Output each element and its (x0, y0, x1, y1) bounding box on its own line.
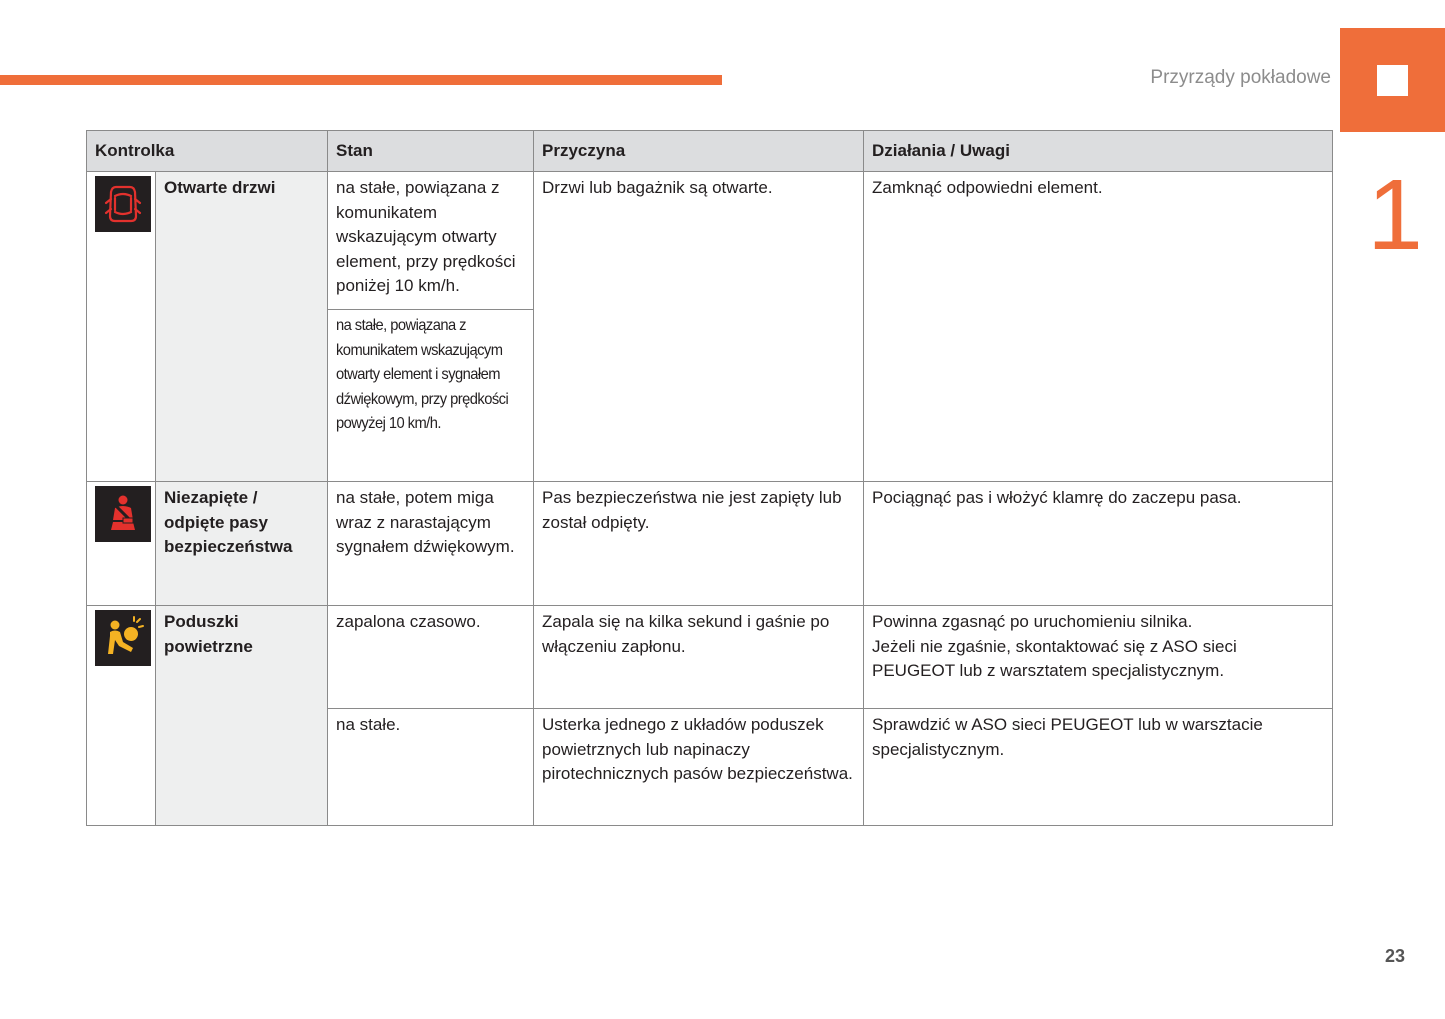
header-state: Stan (328, 131, 534, 172)
row-action-line: Jeżeli nie zgaśnie, skontaktować się z ASO sieci PEUGEOT lub z warsztatem specjalistycznym. (872, 636, 1237, 680)
row-action (864, 606, 1333, 709)
seatbelt-icon (95, 486, 151, 542)
door-open-icon (95, 176, 151, 232)
row-state-text: na stałe, powiązana z komunikatem wskazującym otwarty element i sygnałem dźwiękowym, przy prędkości powyżej 10 km/h. (336, 317, 509, 432)
row-state: na stałe, potem miga wraz z narastającym sygnałem dźwiękowym. (328, 482, 534, 606)
section-title: Przyrządy pokładowe (1150, 67, 1331, 88)
row-cause: Pas bezpieczeństwa nie jest zapięty lub został odpięty. (534, 482, 864, 606)
page-number: 23 (1384, 946, 1405, 966)
warning-lights-table (86, 130, 1333, 826)
table-header-row (87, 131, 1333, 172)
airbag-icon (95, 610, 151, 666)
chapter-number: 1 (1367, 159, 1423, 271)
row-action: Zamknąć odpowiedni element. (864, 172, 1333, 482)
icon-cell (87, 172, 156, 482)
row-state: na stałe, powiązana z komunikatem wskazującym otwarty element, przy prędkości poniżej 10 km/h. (328, 172, 534, 310)
row-name: Niezapięte / odpięte pasy bezpieczeństwa (156, 482, 328, 606)
row-action: Pociągnąć pas i włożyć klamrę do zaczepu pasa. (864, 482, 1333, 606)
chapter-square-icon (1377, 65, 1408, 96)
chapter-tab (1340, 28, 1445, 132)
table-row (87, 172, 1333, 310)
row-name: Poduszki powietrzne (156, 606, 328, 826)
table-row (87, 606, 1333, 709)
row-cause: Drzwi lub bagażnik są otwarte. (534, 172, 864, 482)
row-cause: Usterka jednego z układów poduszek powietrznych lub napinaczy pirotechnicznych pasów bezpieczeństwa. (534, 709, 864, 826)
top-accent-bar (0, 75, 722, 85)
row-state: zapalona czasowo. (328, 606, 534, 709)
row-action: Sprawdzić w ASO sieci PEUGEOT lub w warsztacie specjalistycznym. (864, 709, 1333, 826)
row-cause: Zapala się na kilka sekund i gaśnie po włączeniu zapłonu. (534, 606, 864, 709)
header-control: Kontrolka (87, 131, 328, 172)
row-state-alt (328, 310, 534, 482)
row-state: na stałe. (328, 709, 534, 826)
header-actions: Działania / Uwagi (864, 131, 1333, 172)
row-action-line: Powinna zgasnąć po uruchomieniu silnika. (872, 612, 1193, 631)
row-name: Otwarte drzwi (156, 172, 328, 482)
header-cause: Przyczyna (534, 131, 864, 172)
icon-cell (87, 482, 156, 606)
table-row (87, 482, 1333, 606)
icon-cell (87, 606, 156, 826)
